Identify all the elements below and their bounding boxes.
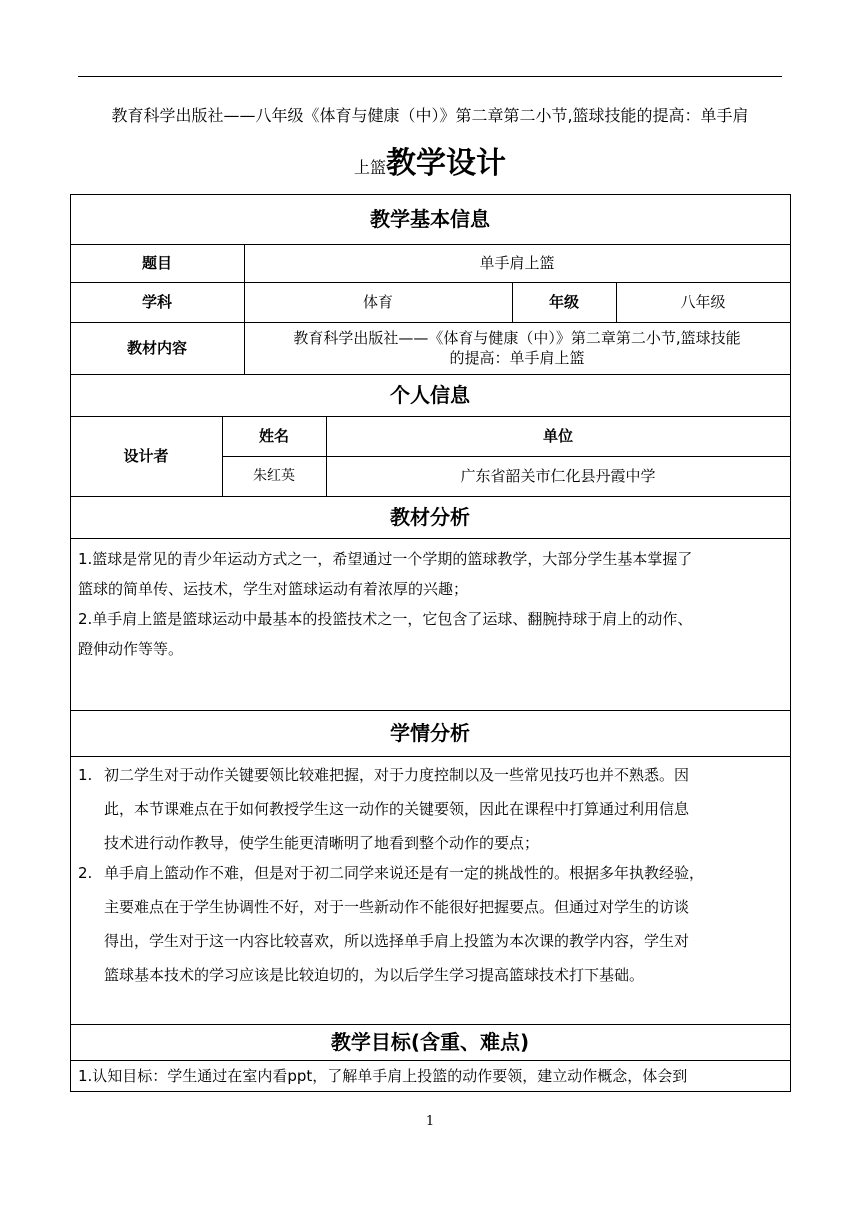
material-analysis-text — [78, 544, 784, 664]
section-heading-objectives: 教学目标(含重、难点) — [330, 1030, 530, 1054]
divider — [70, 538, 790, 539]
divider — [70, 756, 790, 757]
page-number: 1 — [425, 1114, 435, 1129]
name-value: 朱红英 — [253, 468, 295, 484]
text-line: 技术进行动作教导，使学生能更清晰明了地看到整个动作的要点； — [104, 834, 540, 852]
objectives-text: 1.认知目标：学生通过在室内看ppt，了解单手肩上投篮的动作要领，建立动作概念，体会到 — [78, 1067, 688, 1085]
document-title — [70, 142, 790, 190]
text-line: 得出，学生对于这一内容比较喜欢，所以选择单手肩上投篮为本次课的教学内容，学生对 — [104, 932, 690, 950]
subject-value: 体育 — [362, 293, 393, 311]
title-big-text: 教学设计 — [386, 146, 506, 181]
document-subtitle: 教育科学出版社——八年级《体育与健康（中）》第二章第二小节,篮球技能的提高：单手肩 — [111, 106, 749, 125]
item-number: 2. — [78, 864, 93, 882]
section-heading-material-analysis: 教材分析 — [390, 505, 470, 529]
section-heading-basic-info: 教学基本信息 — [370, 207, 490, 231]
section-heading-personal-info: 个人信息 — [390, 383, 470, 407]
material-value-line: 教育科学出版社——《体育与健康（中）》第二章第二小节,篮球技能 — [293, 329, 741, 347]
text-line: 单手肩上篮动作不难，但是对于初二同学来说还是有一定的挑战性的。根据多年执教经验， — [104, 864, 705, 882]
name-header: 姓名 — [258, 427, 289, 445]
material-value-line: 的提高：单手肩上篮 — [449, 349, 585, 367]
text-line: 主要难点在于学生协调性不好，对于一些新动作不能很好把握要点。但通过对学生的访谈 — [104, 898, 690, 916]
unit-value: 广东省韶关市仁化县丹霞中学 — [460, 467, 656, 485]
grade-label: 年级 — [548, 293, 579, 311]
material-value — [244, 322, 790, 374]
topic-value: 单手肩上篮 — [479, 254, 555, 272]
section-heading-student-analysis: 学情分析 — [390, 721, 470, 745]
item-text — [104, 856, 784, 992]
text-line: 2.单手肩上篮是篮球运动中最基本的投篮技术之一，它包含了运球、翻腕持球于肩上的动作、 — [78, 610, 693, 628]
text-line: 蹬伸动作等等。 — [78, 640, 184, 658]
unit-header: 单位 — [542, 427, 573, 445]
grade-value: 八年级 — [680, 293, 726, 311]
text-line: 篮球基本技术的学习应该是比较迫切的，为以后学生学习提高篮球技术打下基础。 — [104, 966, 645, 984]
title-small-text: 上篮 — [353, 158, 386, 177]
subject-label: 学科 — [141, 293, 172, 311]
header-rule — [78, 76, 782, 77]
designer-label: 设计者 — [123, 447, 169, 465]
text-line: 初二学生对于动作关键要领比较难把握，对于力度控制以及一些常见技巧也并不熟悉。因 — [104, 766, 690, 784]
student-analysis-item — [78, 856, 784, 996]
text-line: 此，本节课难点在于如何教授学生这一动作的关键要领，因此在课程中打算通过利用信息 — [104, 800, 690, 818]
material-label: 教材内容 — [126, 339, 187, 357]
text-line: 篮球的简单传、运技术，学生对篮球运动有着浓厚的兴趣； — [78, 580, 469, 598]
item-text — [104, 758, 784, 860]
item-number: 1. — [78, 766, 93, 784]
topic-label: 题目 — [141, 254, 172, 272]
text-line: 1.篮球是常见的青少年运动方式之一，希望通过一个学期的篮球教学，大部分学生基本掌握了 — [78, 550, 693, 568]
student-analysis-item — [78, 758, 784, 862]
